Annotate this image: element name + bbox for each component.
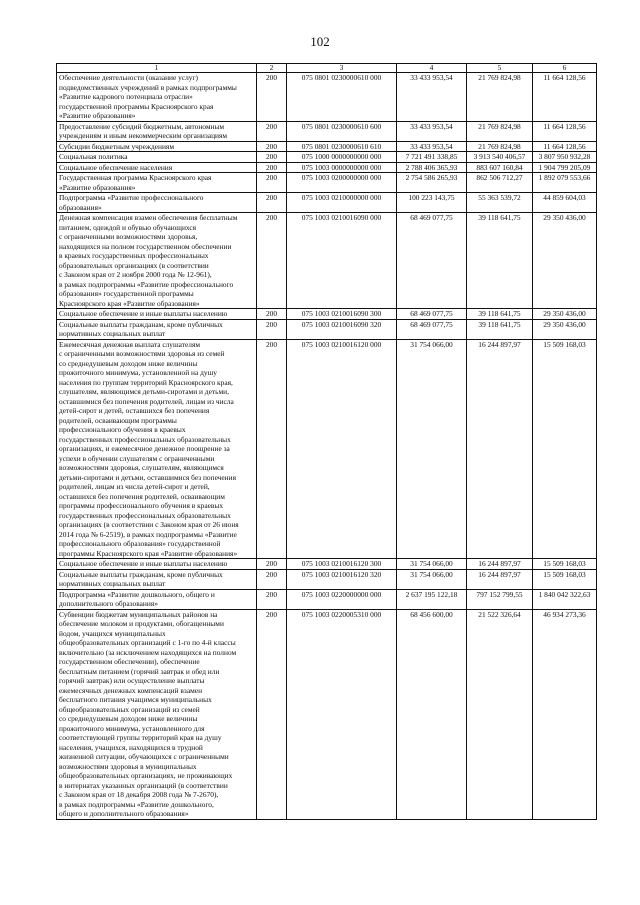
row-target-code: 075 1000 0000000000 000	[287, 152, 397, 163]
row-value-5: 862 506 712,27	[467, 173, 533, 193]
row-code: 200	[257, 609, 287, 819]
row-value-6: 46 934 273,36	[533, 609, 597, 819]
column-header: 1	[57, 64, 257, 73]
row-value-6: 29 350 436,00	[533, 309, 597, 320]
table-row	[57, 609, 597, 819]
row-name: Социальные выплаты гражданам, кроме публичных нормативных социальных выплат	[57, 569, 257, 589]
row-value-4: 2 637 195 122,18	[397, 589, 467, 609]
row-value-5: 21 769 824,98	[467, 73, 533, 122]
table-row	[57, 73, 597, 122]
row-value-5: 16 244 897,97	[467, 339, 533, 559]
table-row	[57, 193, 597, 213]
row-target-code: 075 0801 0230000610 000	[287, 73, 397, 122]
row-name: Подпрограмма «Развитие профессионального образования»	[57, 193, 257, 213]
row-value-4: 33 433 953,54	[397, 121, 467, 141]
row-value-5: 55 363 539,72	[467, 193, 533, 213]
column-header: 4	[397, 64, 467, 73]
row-name: Социальная политика	[57, 152, 257, 163]
row-value-4: 33 433 953,54	[397, 73, 467, 122]
row-value-6: 11 664 128,56	[533, 141, 597, 152]
row-value-6: 1 840 042 322,63	[533, 589, 597, 609]
row-name: Обеспечение деятельности (оказание услуг) подведомственных учреждений в рамках подпрограммы «Развитие кадрового потенциала отрасли» государственной программы Красноярского края «Развитие образования»	[57, 73, 257, 122]
row-target-code: 075 1003 0200000000 000	[287, 173, 397, 193]
row-value-5: 883 607 160,84	[467, 162, 533, 173]
column-header: 5	[467, 64, 533, 73]
row-code: 200	[257, 193, 287, 213]
row-code: 200	[257, 339, 287, 559]
table-row	[57, 173, 597, 193]
row-value-5: 21 522 326,64	[467, 609, 533, 819]
row-name: Денежная компенсация взамен обеспечения бесплатным питанием, одеждой и обувью обучающихся с ограниченными возможностями здоровья, находящихся на полном государственном обеспечении в краевых государственных профессиональных образовательных организациях (в соответствии с Законом края от 2 ноября 2000 года № 12-961), в рамках подпрограммы «Развитие профессионального образования» государственной программы Красноярского края «Развитие образования»	[57, 213, 257, 309]
table-row	[57, 339, 597, 559]
row-name: Подпрограмма «Развитие дошкольного, общего и дополнительного образования»	[57, 589, 257, 609]
row-target-code: 075 1003 0210016120 320	[287, 569, 397, 589]
table-row	[57, 309, 597, 320]
table-row	[57, 213, 597, 309]
row-target-code: 075 0801 0230000610 600	[287, 121, 397, 141]
column-number-row	[57, 64, 597, 73]
row-code: 200	[257, 173, 287, 193]
row-value-5: 39 118 641,75	[467, 309, 533, 320]
row-value-4: 33 433 953,54	[397, 141, 467, 152]
row-code: 200	[257, 569, 287, 589]
row-code: 200	[257, 589, 287, 609]
row-value-5: 797 152 799,55	[467, 589, 533, 609]
row-code: 200	[257, 73, 287, 122]
column-header: 6	[533, 64, 597, 73]
column-header: 3	[287, 64, 397, 73]
row-code: 200	[257, 141, 287, 152]
row-value-5: 21 769 824,98	[467, 141, 533, 152]
row-value-6: 15 509 168,03	[533, 339, 597, 559]
row-value-4: 68 469 077,75	[397, 319, 467, 339]
row-target-code: 075 1003 0210016090 000	[287, 213, 397, 309]
row-value-5: 39 118 641,75	[467, 319, 533, 339]
row-value-4: 68 469 077,75	[397, 309, 467, 320]
row-code: 200	[257, 309, 287, 320]
row-target-code: 075 1003 0000000000 000	[287, 162, 397, 173]
row-name: Социальное обеспечение и иные выплаты населению	[57, 559, 257, 570]
row-value-6: 11 664 128,56	[533, 73, 597, 122]
row-name: Ежемесячная денежная выплата слушателям с ограниченными возможностями здоровья из семей со среднедушевым доходом ниже величины прожиточного минимума, установленной на душу населения по группам территорий Красноярского края, слушателям, являющимся детьми-сиротами и детьми, оставшимися без попечения родителей, лицам из числа детей-сирот и детей, оставшихся без попечения родителей, осваивающим программы профессионального обучения в краевых государственных профессиональных образовательных организациях, и ежемесячное денежное поощрение за успехи в обучении слушателям с ограниченными возможностями здоровья, слушателям, являющимся детьми-сиротами и детьми, оставшимися без попечения родителей, лицам из числа детей-сирот и детей, оставшихся без попечения родителей, осваивающим программы профессионального обучения в краевых государственных профессиональных образовательных организациях (в соответствии с Законом края от 26 июня 2014 года № 6-2519), в рамках подпрограммы «Развитие профессионального образования» государственной программы Красноярского края «Развитие образования»	[57, 339, 257, 559]
row-name: Социальное обеспечение населения	[57, 162, 257, 173]
row-name: Социальное обеспечение и иные выплаты населению	[57, 309, 257, 320]
row-code: 200	[257, 162, 287, 173]
row-value-6: 1 892 079 553,66	[533, 173, 597, 193]
row-value-6: 29 350 436,00	[533, 213, 597, 309]
row-name: Субвенции бюджетам муниципальных районов на обеспечение молоком и продуктами, обогащенными йодом, учащихся муниципальных общеобразовательных организаций с 1-го по 4-й классы включительно (за исключением находящихся на полном государственном обеспечении), обеспечение бесплатным питанием (горячий завтрак и обед или горячий завтрак) или осуществление выплаты ежемесячных денежных компенсаций взамен бесплатного питания учащимся муниципальных общеобразовательных организаций из семей со среднедушевым доходом ниже величины прожиточного минимума, установленного для соответствующей группы территорий края на душу населения, учащихся, находящихся в трудной жизненной ситуации, обучающихся с ограниченными возможностями здоровья в муниципальных общеобразовательных организациях, не проживающих в интернатах указанных организаций (в соответствии с Законом края от 18 декабря 2008 года № 7-2670), в рамках подпрограммы «Развитие дошкольного, общего и дополнительного образования»	[57, 609, 257, 819]
row-target-code: 075 1003 0220005310 000	[287, 609, 397, 819]
budget-table	[56, 63, 597, 820]
table-row	[57, 121, 597, 141]
table-row	[57, 559, 597, 570]
row-value-5: 16 244 897,97	[467, 569, 533, 589]
row-value-6: 1 904 799 205,09	[533, 162, 597, 173]
row-value-6: 44 859 604,03	[533, 193, 597, 213]
table-row	[57, 569, 597, 589]
row-value-5: 3 913 540 406,57	[467, 152, 533, 163]
row-target-code: 075 1003 0210016090 300	[287, 309, 397, 320]
row-value-4: 7 721 491 338,85	[397, 152, 467, 163]
row-value-4: 31 754 066,00	[397, 569, 467, 589]
row-code: 200	[257, 319, 287, 339]
row-target-code: 075 1003 0210016090 320	[287, 319, 397, 339]
row-value-6: 15 509 168,03	[533, 569, 597, 589]
table-row	[57, 162, 597, 173]
row-value-5: 39 118 641,75	[467, 213, 533, 309]
row-target-code: 075 1003 0210016120 300	[287, 559, 397, 570]
row-code: 200	[257, 559, 287, 570]
row-value-6: 11 664 128,56	[533, 121, 597, 141]
row-value-5: 16 244 897,97	[467, 559, 533, 570]
table-row	[57, 141, 597, 152]
table-row	[57, 589, 597, 609]
row-value-4: 31 754 066,00	[397, 339, 467, 559]
row-name: Социальные выплаты гражданам, кроме публичных нормативных социальных выплат	[57, 319, 257, 339]
row-value-4: 2 788 406 365,93	[397, 162, 467, 173]
row-value-4: 68 469 077,75	[397, 213, 467, 309]
row-value-4: 100 223 143,75	[397, 193, 467, 213]
row-target-code: 075 0801 0230000610 610	[287, 141, 397, 152]
row-value-5: 21 769 824,98	[467, 121, 533, 141]
table-row	[57, 319, 597, 339]
row-target-code: 075 1003 0210016120 000	[287, 339, 397, 559]
row-value-4: 68 456 600,00	[397, 609, 467, 819]
row-code: 200	[257, 152, 287, 163]
table-row	[57, 152, 597, 163]
row-code: 200	[257, 121, 287, 141]
column-header: 2	[257, 64, 287, 73]
row-name: Государственная программа Красноярского края «Развитие образования»	[57, 173, 257, 193]
row-value-6: 29 350 436,00	[533, 319, 597, 339]
row-target-code: 075 1003 0220000000 000	[287, 589, 397, 609]
row-value-4: 2 754 586 265,93	[397, 173, 467, 193]
row-value-6: 15 509 168,03	[533, 559, 597, 570]
row-code: 200	[257, 213, 287, 309]
row-value-6: 3 807 950 932,28	[533, 152, 597, 163]
row-name: Субсидии бюджетным учреждениям	[57, 141, 257, 152]
page-number: 102	[310, 34, 330, 49]
row-value-4: 31 754 066,00	[397, 559, 467, 570]
row-target-code: 075 1003 0210000000 000	[287, 193, 397, 213]
row-name: Предоставление субсидий бюджетным, автономным учреждениям и иным некоммерческим организациям	[57, 121, 257, 141]
